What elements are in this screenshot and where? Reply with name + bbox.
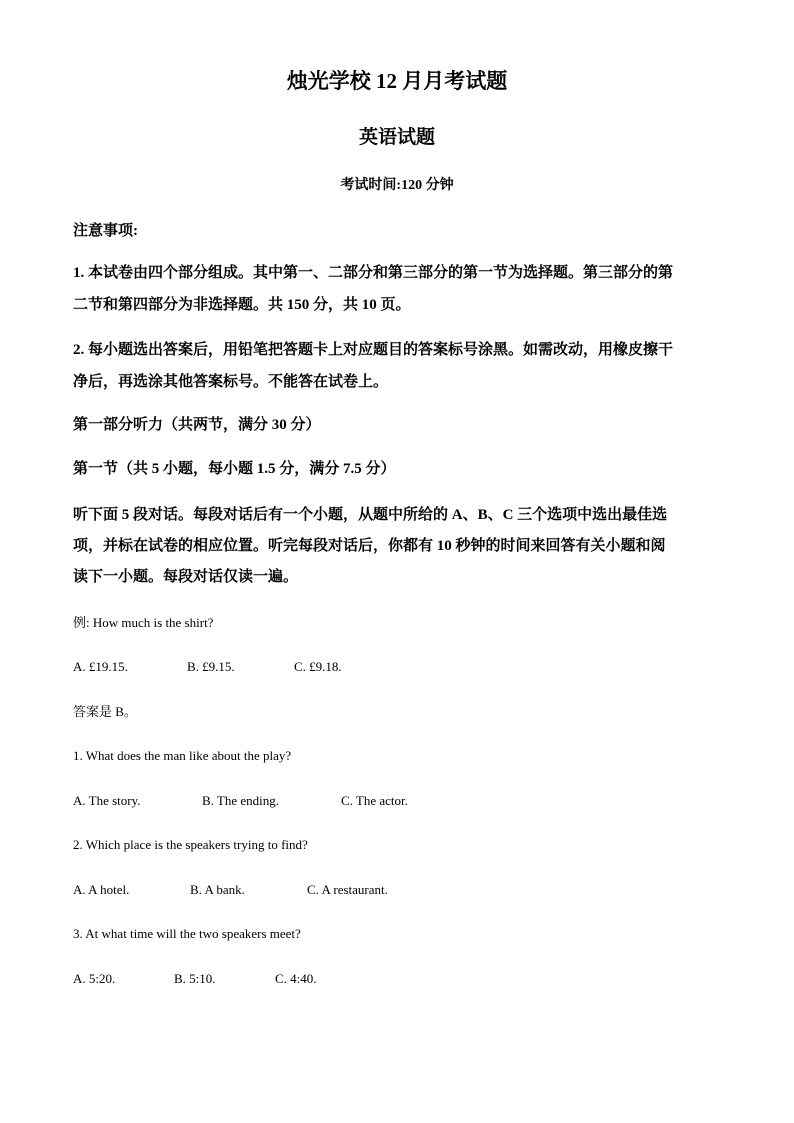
example-option-c: C. £9.18.	[294, 659, 342, 674]
note-2-line-1: 2. 每小题选出答案后，用铅笔把答题卡上对应题目的答案标号涂黑。如需改动，用橡皮擦干	[73, 342, 674, 358]
question-3: 3. At what time will the two speakers meet?	[73, 926, 301, 941]
example-option-a: A. £19.15.	[73, 659, 128, 674]
question-3-option-c: C. 4:40.	[275, 971, 317, 986]
example-question: 例: How much is the shirt?	[73, 615, 214, 630]
section-1-heading: 第一节（共 5 小题，每小题 1.5 分，满分 7.5 分）	[73, 461, 396, 477]
example-answer: 答案是 B。	[73, 704, 137, 719]
question-1-option-c: C. The actor.	[341, 793, 408, 808]
note-2-line-2: 净后，再选涂其他答案标号。不能答在试卷上。	[73, 374, 389, 390]
instructions-line-2: 项，并标在试卷的相应位置。听完每段对话后，你都有 10 秒钟的时间来回答有关小题和阅	[73, 538, 666, 554]
question-2: 2. Which place is the speakers trying to find?	[73, 837, 308, 852]
instructions-line-1: 听下面 5 段对话。每段对话后有一个小题，从题中所给的 A、B、C 三个选项中选出最佳选	[73, 507, 668, 523]
question-1-option-b: B. The ending.	[202, 793, 280, 808]
exam-time: 考试时间:120 分钟	[340, 178, 454, 193]
notes-heading: 注意事项:	[73, 223, 138, 239]
question-3-option-a: A. 5:20.	[73, 971, 116, 986]
question-2-option-b: B. A bank.	[190, 882, 245, 897]
subject-title: 英语试题	[358, 127, 435, 148]
part-1-heading: 第一部分听力（共两节，满分 30 分）	[73, 417, 321, 433]
note-1-line-2: 二节和第四部分为非选择题。共 150 分，共 10 页。	[73, 297, 411, 313]
question-1-option-a: A. The story.	[73, 793, 141, 808]
question-1: 1. What does the man like about the play?	[73, 748, 292, 763]
school-title: 烛光学校 12 月月考试题	[286, 69, 508, 93]
example-option-b: B. £9.15.	[187, 659, 235, 674]
instructions-line-3: 读下一小题。每段对话仅读一遍。	[73, 569, 299, 585]
question-2-option-c: C. A restaurant.	[307, 882, 388, 897]
question-3-option-b: B. 5:10.	[174, 971, 216, 986]
note-1-line-1: 1. 本试卷由四个部分组成。其中第一、二部分和第三部分的第一节为选择题。第三部分的第	[73, 265, 674, 281]
question-2-option-a: A. A hotel.	[73, 882, 130, 897]
